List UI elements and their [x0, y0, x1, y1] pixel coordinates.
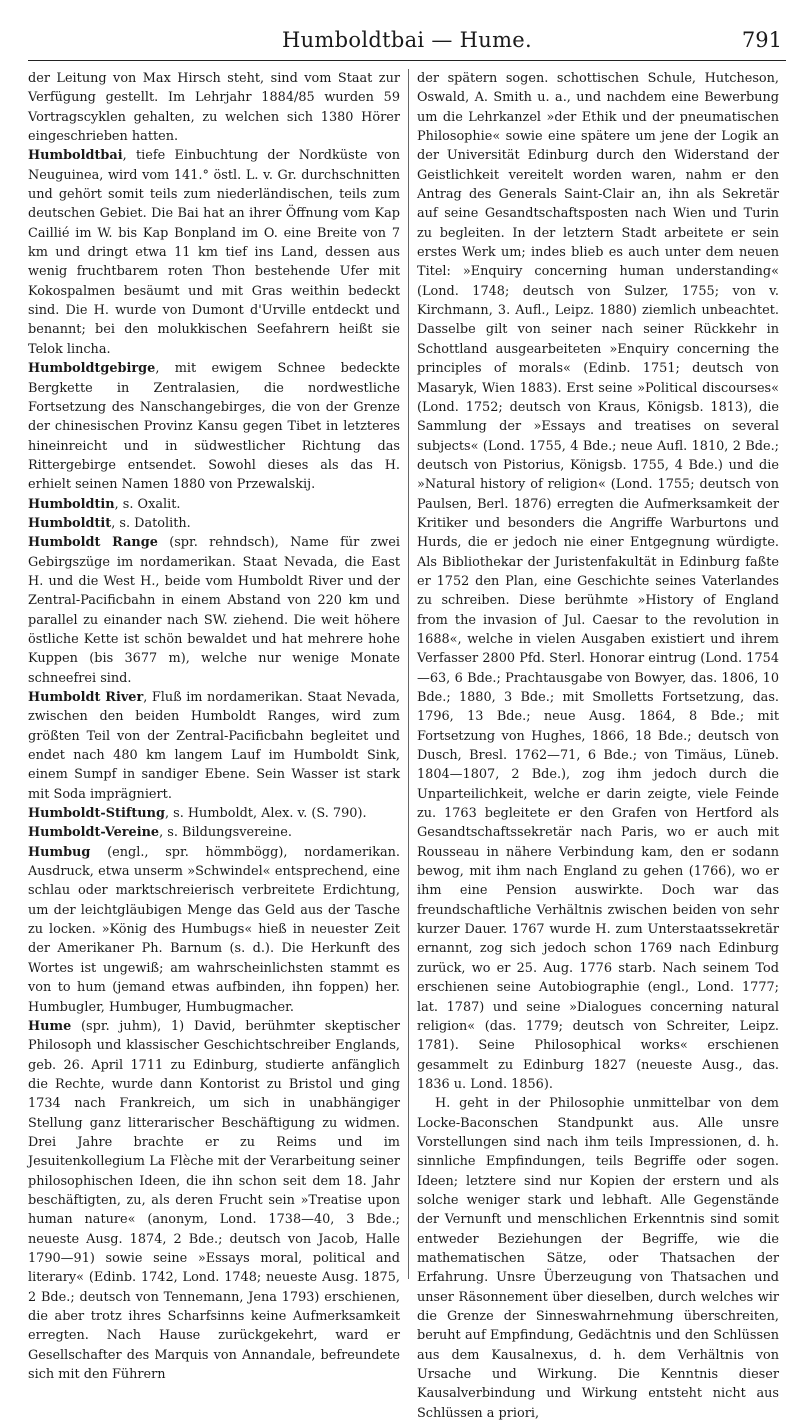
entry-text: , mit ewigem Schnee bedeckte Bergkette in Zentralasien, die nordwestliche Fortsetzung des Nanschangebirges, die von der Grenze der chinesischen Provinz Kansu gegen Tibet in letzteres hineinreicht und in südwestlicher Richtung das Rittergebirge entsendet. Sowohl dieses als das H. erhielt seinen Namen 1880 von Przewalskij.: [28, 361, 400, 493]
headword: Humboldt-Stiftung: [28, 806, 165, 822]
text-columns: [28, 69, 786, 1421]
entry-hume-philosophy: [417, 1094, 779, 1423]
entry-text: der spätern sogen. schottischen Schule, Hutcheson, Oswald, A. Smith u. a., und nachdem eine Bewerbung um die Lehrkanzel »der Ethik und der pneumatischen Philosophie« sowie eine spätere um jene der Logik an der Universität Edinburg durch den Widerstand der Geistlichkeit vereitelt worden waren, nahm er den Antrag des Generals Saint-Clair an, ihn als Sekretär auf seine Gesandtschaftsposten nach Wien und Turin zu begleiten. In der letztern Stadt arbeitete er sein erstes Werk um; indes blieb es auch unter dem neuen Titel: »Enquiry concerning human understanding« (Lond. 1748; deutsch von Sulzer, 1755; von v. Kirchmann, 3. Aufl., Leipz. 1880) ziemlich unbeachtet. Dasselbe gilt von seiner nach seiner Rückkehr in Schottland ausgearbeiteten »Enquiry concerning the principles of morals« (Edinb. 1751; deutsch von Masaryk, Wien 1883). Erst seine »Political discourses« (Lond. 1752; deutsch von Kraus, Königsb. 1813), die Sammlung der »Essays and treatises on several subjects« (Lond. 1755, 4 Bde.; neue Aufl. 1810, 2 Bde.; deutsch von Pistorius, Königsb. 1755, 4 Bde.) und die »Natural history of religion« (Lond. 1755; deutsch von Paulsen, Berl. 1876) erregten die Aufmerksamkeit der Kritiker und besonders die Angriffe Warburtons und Hurds, die er jedoch nie einer Entgegnung würdigte. Als Bibliothekar der Juristenfakultät in Edinburg faßte er 1752 den Plan, eine Geschichte seines Vaterlandes zu schreiben. Diese berühmte »History of England from the invasion of Jul. Caesar to the revolution in 1688«, welche in vielen Ausgaben existiert und ihrem Verfasser 2800 Pfd. Sterl. Honorar eintrug (Lond. 1754—63, 6 Bde.; Prachtausgabe von Bowyer, das. 1806, 10 Bde.; 1880, 3 Bde.; mit Smolletts Fortsetzung, das. 1796, 13 Bde.; neue Ausg. 1864, 8 Bde.; mit Fortsetzung von Hughes, 1866, 18 Bde.; deutsch von Dusch, Bresl. 1762—71, 6 Bde.; von Timäus, Lüneb. 1804—1807, 2 Bde.), zog ihm jedoch durch die Unparteilichkeit, welche er darin zeigte, viele Feinde zu. 1763 begleitete er den Grafen von Hertford als Gesandtschaftssekretär nach Paris, wo er auch mit Rousseau in nähere Verbindung kam, den er sodann bewog, mit ihm nach England zu gehen (1766), wo er ihm eine Pension auswirkte. Doch war das freundschaftliche Verhältnis zwischen beiden von sehr kurzer Dauer. 1767 wurde H. zum Unterstaatssekretär ernannt, zog sich jedoch schon 1769 nach Edinburg zurück, wo er 25. Aug. 1776 starb. Nach seinem Tod erschienen seine Autobiographie (engl., Lond. 1777; lat. 1787) und seine »Dialogues concerning natural religion« (das. 1779; deutsch von Schreiter, Leipz. 1781). Seine Philosophical works« erschienen gesammelt zu Edinburg 1827 (neueste Ausg., das. 1836 u. Lond. 1856).: [417, 71, 779, 1092]
entry-text: (engl., spr. hömmbögg), nordamerikan. Ausdruck, etwa unserm »Schwindel« entsprechend, eine schlau oder marktschreierisch verbreitete Erdichtung, um der leichtgläubigen Menge das Geld aus der Tasche zu locken. »König des Humbugs« hieß in neuester Zeit der Amerikaner Ph. Barnum (s. d.). Die Herkunft des Wortes ist ungewiß; am wahrscheinlichsten stammt es von to hum (jemand etwas aufbinden, ihn foppen) her. Humbugler, Humbuger, Humbugmacher.: [28, 844, 400, 1015]
entry-humboldt-vereine: [28, 823, 400, 842]
entry-text: H. geht in der Philosophie unmittelbar von dem Locke-Baconschen Standpunkt aus. Alle unsre Vorstellungen sind nach ihm teils Impressionen, d. h. sinnliche Empfindungen, teils Begriffe oder sogen. Ideen; letztere sind nur Kopien der erstern und als solche weniger stark und lebhaft. Alle Gegenstände der Vernunft und menschlichen Erkenntnis sind somit entweder Beziehungen der Begriffe, wie die mathematischen Sätze, oder Thatsachen der Erfahrung. Unsre Überzeugung von Thatsachen und unser Räsonnement über dieselben, durch welches wir die Grenze der Sinneswahrnehmung überschreiten, beruht auf Empfindung, Gedächtnis und den Schlüssen aus dem Kausalnexus, d. h. dem Verhältnis von Ursache und Wirkung. Die Kenntnis dieser Kausalverbindung und Wirkung entsteht nicht aus Schlüssen a priori,: [417, 1096, 779, 1421]
entry-text: , s. Humboldt, Alex. v. (S. 790).: [164, 806, 367, 822]
headword: Humboldt River: [28, 690, 144, 705]
page-number: 791: [741, 28, 782, 52]
entry-humboldt-river: [28, 688, 400, 804]
running-title: Humboldtbai — Hume.: [281, 28, 533, 52]
entry-hume: [28, 1017, 400, 1385]
entry-text: der Leitung von Max Hirsch steht, sind vom Staat zur Verfügung gestellt. Im Lehrjahr 1884/85 wurden 59 Vortragscyklen gehalten, zu welchen sich 1380 Hörer eingeschrieben hatten.: [28, 71, 400, 145]
headword: Humboldtit: [28, 515, 112, 531]
headword: Humboldtin: [28, 496, 115, 512]
headword: Humboldt-Vereine: [28, 825, 160, 841]
entry-continuation: [28, 69, 400, 146]
entry-humboldt-stiftung: [28, 804, 400, 823]
headword: Humboldt Range: [28, 535, 158, 551]
entry-text: , s. Datolith.: [111, 515, 191, 531]
entry-humboldtgebirge: [28, 359, 400, 494]
entry-humboldt-range: [28, 533, 400, 688]
left-column: [28, 69, 408, 1383]
entry-text: (spr. rehndsch), Name für zwei Gebirgszüge im nordamerikan. Staat Nevada, die East H. und die West H., beide vom Humboldt River und der Zentral-Pacificbahn in einem Abstand von 220 km und parallel zu einander nach SW. ziehend. Die weit höhere östliche Kette ist schön bewaldet und hat mehrere hohe Kuppen (bis 3677 m), welche nur wenige Monate schneefrei sind.: [28, 535, 401, 686]
entry-humboldtbai: [28, 146, 400, 359]
entry-text: , tiefe Einbuchtung der Nordküste von Neuguinea, wird vom 141.° östl. L. v. Gr. durchschnitten und gehört somit teils zum niederländischen, teils zum deutschen Gebiet. Die Bai hat an ihrer Öffnung vom Kap Caillié im W. bis Kap Bonpland im O. eine Breite von 7 km und dringt etwa 11 km tief ins Land, dessen aus wenig fruchtbarem roten Thon bestehende Ufer mit Kokospalmen besäumt und mit Gras weithin bedeckt sind. Die H. wurde von Dumont d'Urville entdeckt und benannt; bei den molukkischen Seefahrern heißt sie Telok lincha.: [28, 148, 400, 357]
headword: Humboldtgebirge: [28, 361, 156, 377]
headword: Hume: [28, 1018, 72, 1034]
entry-text: , Fluß im nordamerikan. Staat Nevada, zwischen den beiden Humboldt Ranges, wird zum größten Teil von der Zentral-Pacificbahn begleitet und endet nach 480 km langem Lauf im Humboldt Sink, einem Sumpf in sandiger Ebene. Sein Wasser ist stark mit Soda imprägniert.: [28, 690, 400, 802]
page-header: [28, 26, 786, 61]
entry-text: , s. Bildungsvereine.: [159, 825, 292, 841]
entry-humbug: [28, 843, 400, 1017]
entry-text: (spr. juhm), 1) David, berühmter skeptischer Philosoph und klassischer Geschichtschreiber Englands, geb. 26. April 1711 zu Edinburg, studierte anfänglich die Rechte, wurde dann Kontorist zu Bristol und ging 1734 nach Frankreich, um sich in unabhängiger Stellung ganz litterarischer Beschäftigung zu widmen. Drei Jahre brachte er zu Reims und im Jesuitenkollegium La Flèche mit der Verarbeitung seiner philosophischen Ideen, die ihn schon seit dem 18. Jahr beschäftigten, zu, als deren Frucht sein »Treatise upon human nature« (anonym, Lond. 1738—40, 3 Bde.; neueste Ausg. 1874, 2 Bde.; deutsch von Jacob, Halle 1790—91) sowie seine »Essays moral, political and literary« (Edinb. 1742, Lond. 1748; neueste Ausg. 1875, 2 Bde.; deutsch von Tennemann, Jena 1793) erschienen, die aber trotz ihres Scharfsinns keine Aufmerksamkeit erregten. Nach Hause zurückgekehrt, ward er Gesellschafter des Marquis von Annandale, befreundete sich mit den Führern: [28, 1018, 400, 1383]
right-column: [408, 69, 779, 1421]
entry-hume-continued: [417, 69, 779, 1094]
entry-humboldtit: [28, 514, 400, 533]
entry-text: , s. Oxalit.: [114, 496, 181, 512]
headword: Humboldtbai: [28, 148, 123, 164]
headword: Humbug: [28, 844, 91, 860]
entry-humboldtin: [28, 495, 400, 514]
